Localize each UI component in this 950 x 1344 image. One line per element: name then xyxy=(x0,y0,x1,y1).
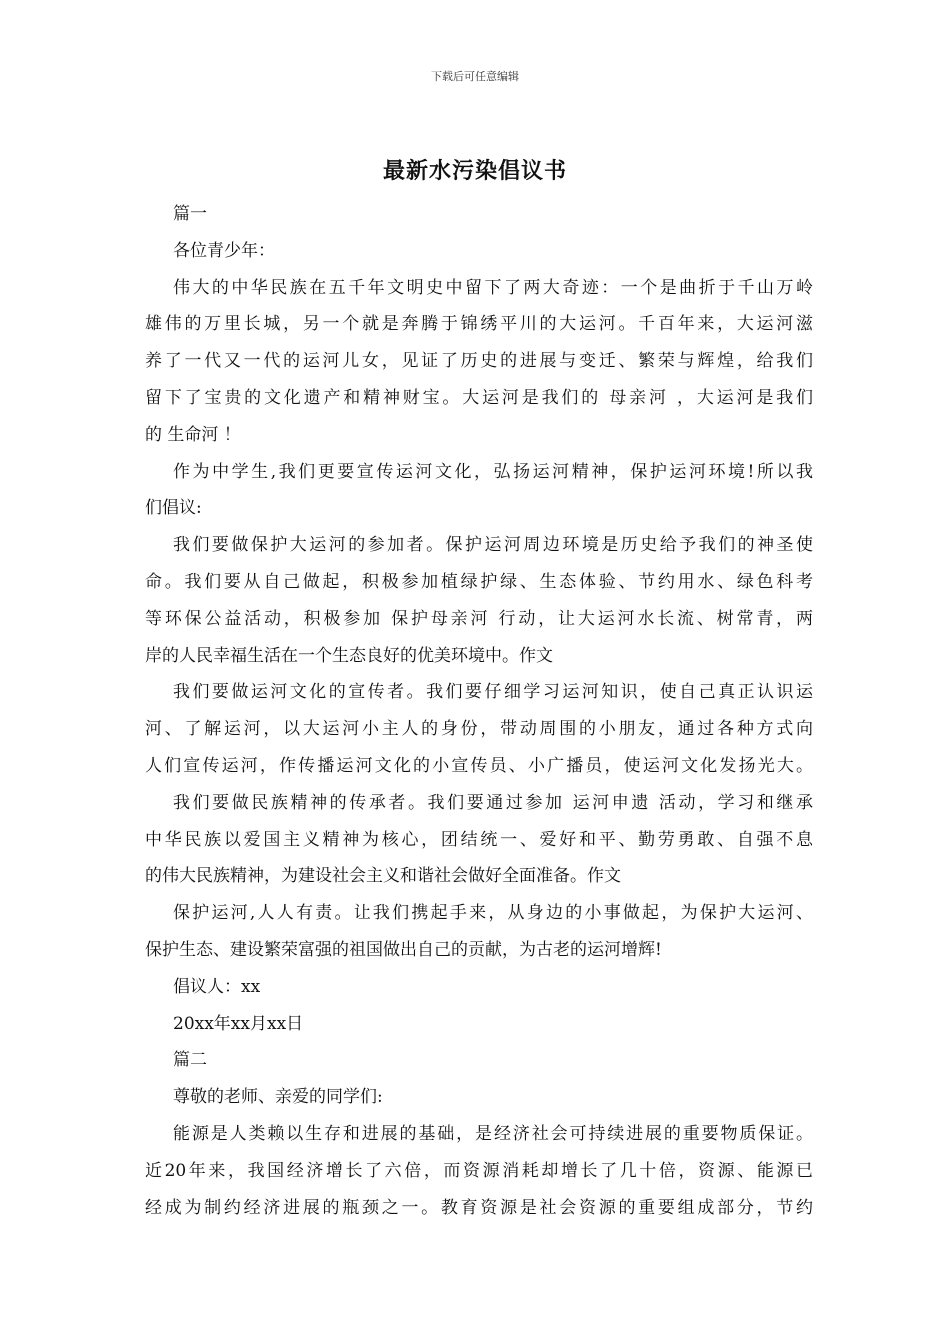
text-line: 的伟大民族精神，为建设社会主义和谐社会做好全面准备。作文 xyxy=(145,866,621,887)
text-line: 伟大的中华民族在五千年文明史中留下了两大奇迹：一个是曲折于千山万岭 xyxy=(173,277,813,298)
document-title: 最新水污染倡议书 xyxy=(382,159,567,184)
document-body xyxy=(145,196,813,1226)
text-line: 篇二 xyxy=(173,1050,207,1071)
text-line: 我们要做民族精神的传承者。我们要通过参加 运河申遗 活动，学习和继承 xyxy=(173,792,813,813)
text-line: 留下了宝贵的文化遗产和精神财宝。大运河是我们的 母亲河 ，大运河是我们 xyxy=(145,387,813,408)
text-line: 各位青少年： xyxy=(173,240,275,261)
text-line: 保护运河,人人有责。让我们携起手来，从身边的小事做起，为保护大运河、 xyxy=(173,903,813,924)
text-line: 河、了解运河，以大运河小主人的身份，带动周围的小朋友，通过各种方式向 xyxy=(145,719,813,740)
text-line: 我们要做运河文化的宣传者。我们要仔细学习运河知识，使自己真正认识运 xyxy=(173,682,813,703)
text-line: 雄伟的万里长城，另一个就是奔腾于锦绣平川的大运河。千百年来，大运河滋 xyxy=(145,314,813,335)
text-line: 篇一 xyxy=(173,204,207,224)
text-line: 经成为制约经济进展的瓶颈之一。教育资源是社会资源的重要组成部分，节约 xyxy=(145,1197,813,1218)
text-line: 保护生态、建设繁荣富强的祖国做出自己的贡献，为古老的运河增辉! xyxy=(145,939,662,960)
text-line: 的 生命河 ！ xyxy=(145,424,241,445)
text-line: 倡议人：xx xyxy=(173,976,261,997)
text-line: 岸的人民幸福生活在一个生态良好的优美环境中。作文 xyxy=(145,645,553,666)
text-line: 命。我们要从自己做起，积极参加植绿护绿、生态体验、节约用水、绿色科考 xyxy=(145,571,813,592)
text-line: 等环保公益活动，积极参加 保护母亲河 行动，让大运河水长流、树常青，两 xyxy=(145,608,813,629)
text-line: 中华民族以爱国主义精神为核心，团结统一、爱好和平、勤劳勇敢、自强不息 xyxy=(145,829,813,850)
text-line: 能源是人类赖以生存和进展的基础，是经济社会可持续进展的重要物质保证。 xyxy=(173,1123,813,1144)
text-line: 近20年来，我国经济增长了六倍，而资源消耗却增长了几十倍，资源、能源已 xyxy=(145,1160,813,1181)
text-line: 尊敬的老师、亲爱的同学们: xyxy=(173,1087,383,1108)
text-line: 人们宣传运河，作传播运河文化的小宣传员、小广播员，使运河文化发扬光大。 xyxy=(145,755,813,776)
text-line: 养了一代又一代的运河儿女，见证了历史的进展与变迁、繁荣与辉煌，给我们 xyxy=(145,351,813,372)
text-line: 作为中学生,我们更要宣传运河文化，弘扬运河精神，保护运河环境!所以我 xyxy=(173,461,813,482)
page-header-note: 下载后可任意编辑 xyxy=(431,70,519,83)
text-line: 们倡议: xyxy=(145,498,202,519)
text-line: 20xx年xx月xx日 xyxy=(173,1013,304,1034)
text-line: 我们要做保护大运河的参加者。保护运河周边环境是历史给予我们的神圣使 xyxy=(173,535,813,556)
